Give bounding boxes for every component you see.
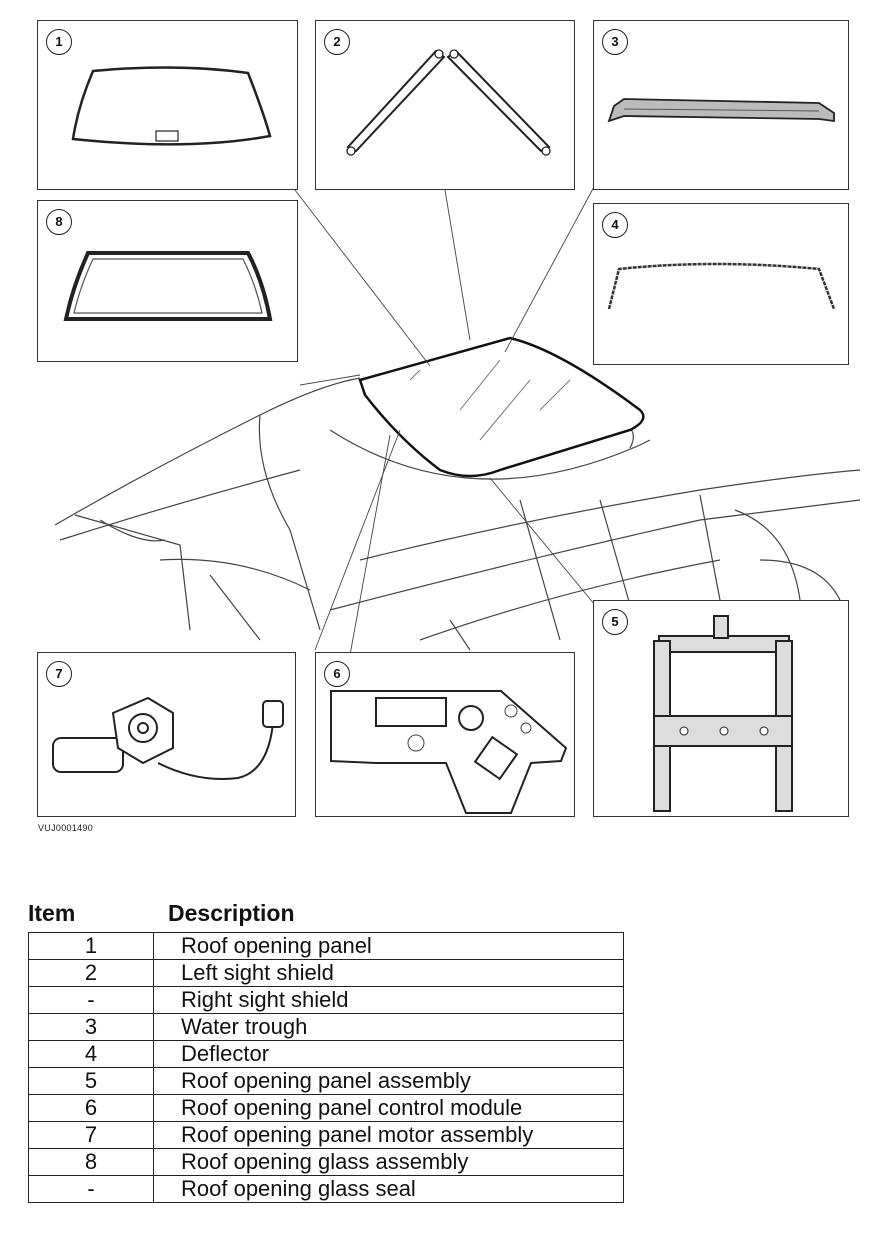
item-number: 3	[29, 1014, 154, 1041]
item-description: Roof opening panel	[154, 933, 624, 960]
item-description: Roof opening glass assembly	[154, 1149, 624, 1176]
table-row	[29, 1122, 624, 1149]
item-description: Roof opening panel assembly	[154, 1068, 624, 1095]
item-description: Roof opening panel motor assembly	[154, 1122, 624, 1149]
item-description: Left sight shield	[154, 960, 624, 987]
items-table	[28, 932, 624, 1203]
callout-6: 6	[324, 661, 350, 687]
panel-5-panel-assembly	[593, 600, 849, 817]
panel-3-water-trough	[593, 20, 849, 190]
item-number: -	[29, 1176, 154, 1203]
panel-8-glass-assembly	[37, 200, 298, 362]
panel-2-sight-shields	[315, 20, 575, 190]
item-number: 8	[29, 1149, 154, 1176]
water-trough-drawing	[594, 21, 850, 191]
callout-7: 7	[46, 661, 72, 687]
item-description: Roof opening glass seal	[154, 1176, 624, 1203]
roof-opening-panel-drawing	[38, 21, 299, 191]
panel-6-control-module	[315, 652, 575, 817]
callout-4: 4	[602, 212, 628, 238]
motor-assembly-drawing	[38, 653, 297, 818]
item-number: 5	[29, 1068, 154, 1095]
table-row	[29, 987, 624, 1014]
callout-3: 3	[602, 29, 628, 55]
table-row	[29, 1068, 624, 1095]
table-row	[29, 1014, 624, 1041]
sight-shields-drawing	[316, 21, 576, 191]
deflector-drawing	[594, 204, 850, 366]
table-row	[29, 933, 624, 960]
callout-5: 5	[602, 609, 628, 635]
control-module-drawing	[316, 653, 576, 818]
item-number: 4	[29, 1041, 154, 1068]
panel-7-motor-assembly	[37, 652, 296, 817]
callout-8: 8	[46, 209, 72, 235]
figure-code: VUJ0001490	[38, 823, 94, 833]
item-description: Deflector	[154, 1041, 624, 1068]
item-number: 1	[29, 933, 154, 960]
item-number: 7	[29, 1122, 154, 1149]
table-row	[29, 1176, 624, 1203]
header-item: Item	[28, 900, 76, 926]
item-number: 2	[29, 960, 154, 987]
legend-header	[28, 900, 624, 932]
item-number: 6	[29, 1095, 154, 1122]
item-description: Right sight shield	[154, 987, 624, 1014]
panel-1-roof-opening-panel	[37, 20, 298, 190]
panel-4-deflector	[593, 203, 849, 365]
table-row	[29, 960, 624, 987]
panel-assembly-drawing	[594, 601, 850, 818]
table-row	[29, 1041, 624, 1068]
table-row	[29, 1149, 624, 1176]
item-description: Water trough	[154, 1014, 624, 1041]
item-number: -	[29, 987, 154, 1014]
glass-assembly-drawing	[38, 201, 299, 363]
item-description: Roof opening panel control module	[154, 1095, 624, 1122]
legend-table	[28, 900, 624, 1203]
callout-1: 1	[46, 29, 72, 55]
table-row	[29, 1095, 624, 1122]
header-description: Description	[168, 900, 295, 926]
callout-2: 2	[324, 29, 350, 55]
